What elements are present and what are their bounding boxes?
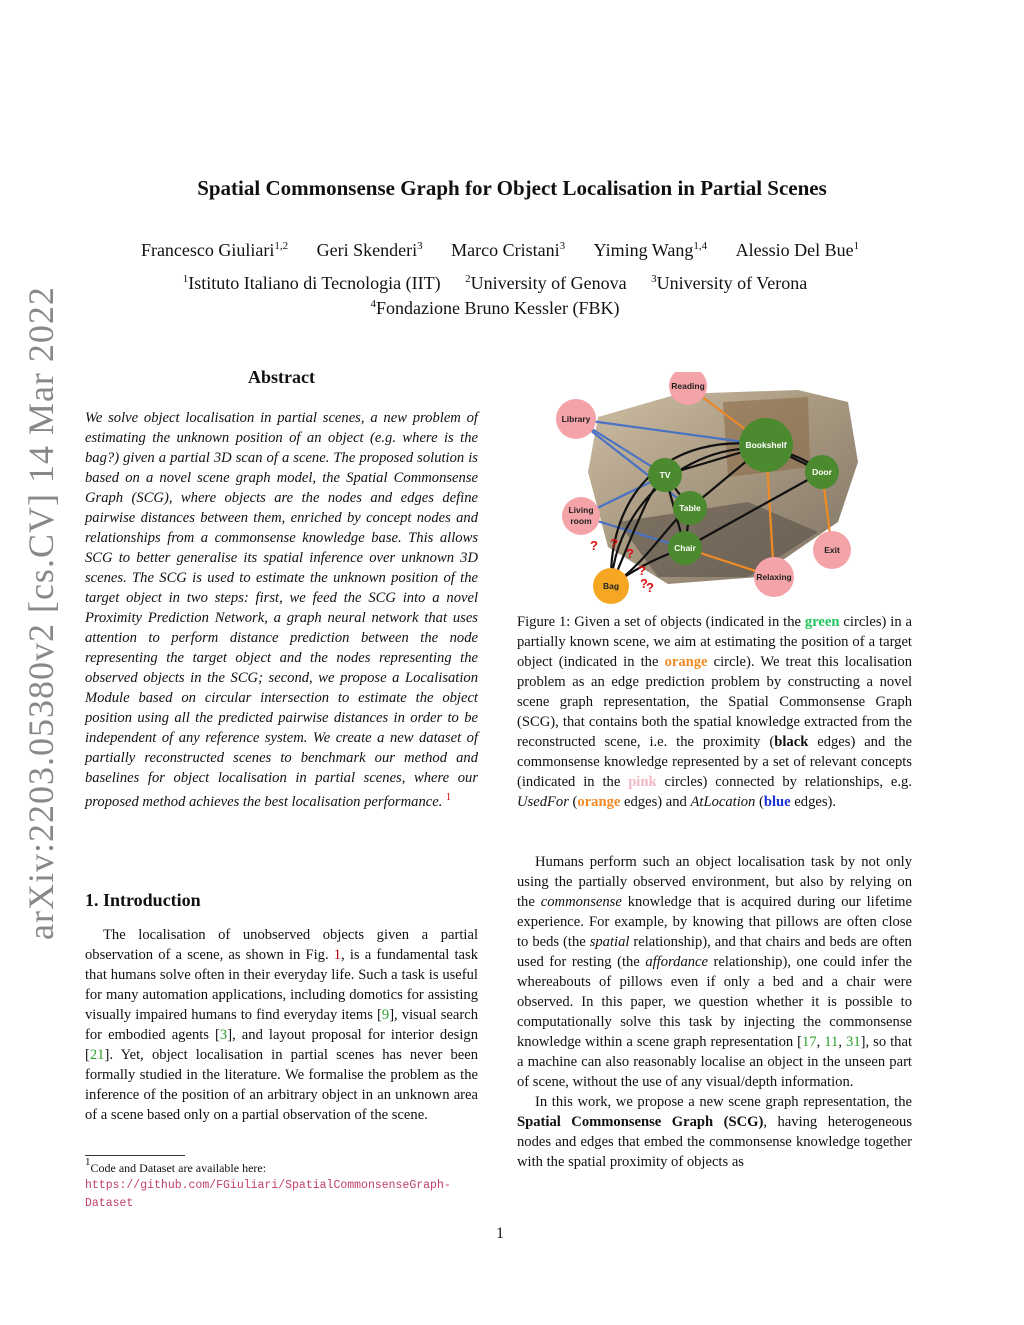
object-node-chair — [668, 531, 702, 565]
object-node-door — [805, 455, 839, 489]
footnote: $^1$Code and Dataset are available here: https://github.com/FGiuliari/SpatialCommonsenseGraph-Dataset — [85, 1156, 451, 1210]
concept-node-living-room — [562, 497, 600, 535]
author: Geri Skenderi$^3$ — [316, 240, 423, 260]
paragraph: Humans perform such an object localisation task by not only using the partially observed environment, but also by relying on the commonsense knowledge that is acquired during our lifetime experience. For example, by knowing that pillows are often close to beds (the spatial relationship), and that chairs and beds are often used for resting (the affordance relationship), one could infer the whereabouts of pillows even if only a bed and a chair were observed. In this paper, we question whether it is possible to computationally solve this task by injecting the commonsense knowledge within a scene graph representation [17, 11, 31], so that a machine can also reasonably localise an object in the unseen part of scene, without the use of any visual/depth information. — [517, 854, 913, 1090]
figure-1-caption: Figure 1: Given a set of objects (indicated in the green circles) in a partially known scene, we aim at estimating the position of a target object (indicated in the orange circle). We treat this localisation problem as an edge prediction problem by constructing a novel scene graph representation, the Spatial Commonsense Graph (SCG), that contains both the spatial knowledge extracted from the reconstructed scene, i.e. the proximity (black edges) and the commonsense knowledge represented by a set of relevant concepts (indicated in the pink circles) connected by relationships, e.g. UsedFor (orange edges) and AtLocation (blue edges). — [517, 614, 913, 810]
svg-text:room: room — [570, 516, 592, 526]
object-node-tv — [648, 458, 682, 492]
citation-link[interactable]: 3 — [219, 1027, 228, 1043]
arxiv-identifier: arXiv:2203.05380v2 [cs.CV] 14 Mar 2022 — [21, 286, 61, 940]
footnote-divider — [85, 1155, 185, 1156]
figure-1 — [548, 372, 908, 608]
affiliation: $^2$University of Genova — [465, 273, 627, 293]
question-mark: ? — [610, 536, 618, 551]
scene-graph-figure — [548, 372, 908, 608]
svg-text:TV: TV — [659, 470, 671, 480]
paper-title: Spatial Commonsense Graph for Object Localisation in Partial Scenes — [197, 176, 827, 200]
citation-link[interactable]: 21 — [89, 1047, 105, 1063]
footnote-reference[interactable]: 1 — [446, 792, 451, 803]
svg-text:Reading: Reading — [671, 381, 705, 391]
svg-text:Library: Library — [561, 414, 591, 424]
paragraph: In this work, we propose a new scene graph representation, the Spatial Commonsense Graph (SCG), having heterogeneous nodes and edges that embed the commonsense knowledge together with the spatial proximity of objects as — [517, 1094, 912, 1170]
citation-link[interactable]: 17 — [802, 1034, 817, 1050]
question-mark: ? — [590, 538, 598, 553]
target-node-bag — [593, 568, 629, 604]
svg-text:Chair: Chair — [674, 543, 696, 553]
author: Francesco Giuliari$^{1,2}$ — [140, 240, 289, 260]
abstract-heading: Abstract — [248, 367, 315, 387]
object-node-table — [673, 491, 707, 525]
affiliation: $^1$Istituto Italiano di Tecnologia (IIT) — [182, 273, 441, 293]
svg-text:Table: Table — [679, 503, 701, 513]
svg-text:Living: Living — [568, 505, 594, 515]
affiliations-line-1 — [0, 273, 990, 294]
question-mark: ? — [646, 580, 654, 595]
author: Yiming Wang$^{1,4}$ — [593, 240, 708, 260]
citation-link[interactable]: 9 — [381, 1007, 390, 1023]
citation-link[interactable]: 31 — [846, 1034, 861, 1050]
svg-text:Exit: Exit — [824, 545, 840, 555]
concept-node-library — [556, 399, 596, 439]
question-mark: ? — [640, 576, 648, 591]
affiliation: $^3$University of Verona — [651, 273, 808, 293]
question-mark: ? — [638, 563, 646, 578]
citation-link[interactable]: 11 — [824, 1034, 839, 1050]
dataset-url-link[interactable]: https://github.com/FGiuliari/SpatialCommonsenseGraph-Dataset — [85, 1179, 451, 1210]
concept-node-relaxing — [754, 557, 794, 597]
concept-node-exit — [813, 531, 851, 569]
author: Marco Cristani$^3$ — [451, 240, 566, 260]
affiliations-line-2: $^4$Fondazione Bruno Kessler (FBK) — [370, 298, 620, 318]
abstract-body: We solve object localisation in partial scenes, a new problem of estimating the unknown position of an object (e.g. where is the bag?) given a partial 3D scan of a scene. The proposed solution is based on a novel scene graph model, the Spatial Commonsense Graph (SCG), where objects are the nodes and edges define pairwise distances between them, enriched by concept nodes and relationships from a commonsense knowledge base. This allows SCG to better generalise its spatial inference over unknown 3D scenes. The SCG is used to estimate the unknown position of the target object in two steps: first, we feed the SCG into a novel Proximity Prediction Network, a graph neural network that uses attention to perform distance prediction between the node representing the target object and the nodes representing the observed objects in the SCG; second, we propose a Localisation Module based on circular intersection to estimate the object position using all the predicted pairwise distances in order to be independent of any reference system. We create a new dataset of partially reconstructed scenes to benchmark our method and baselines for object localisation in partial scenes, where our proposed method achieves the best localisation performance. $^1$ — [85, 410, 478, 810]
introduction-paragraph: The localisation of unobserved objects given a partial observation of a scene, as shown in Fig. 1, is a fundamental task that humans solve often in their everyday life. Such a task is useful for many automation applications, including domotics for assisting visually impaired humans to find everyday items [9], visual search for embodied agents [3], and layout proposal for interior design [21]. Yet, object localisation in partial scenes has never been formally studied in the literature. We formalise the problem as the inference of the position of an arbitrary object in an unknown area of a scene based only on a partial observation of the scene. — [85, 927, 479, 1123]
svg-text:Bookshelf: Bookshelf — [745, 440, 787, 450]
svg-text:Relaxing: Relaxing — [756, 572, 792, 582]
question-mark: ? — [626, 546, 634, 561]
section-heading-introduction: 1. Introduction — [85, 890, 201, 910]
svg-text:Bag: Bag — [602, 581, 620, 591]
page-number: 1 — [496, 1225, 504, 1242]
svg-text:Door: Door — [812, 467, 832, 477]
object-node-bookshelf — [739, 418, 793, 472]
figure-reference[interactable]: 1 — [333, 947, 342, 963]
author-list — [0, 240, 1000, 261]
right-column-text — [517, 852, 912, 1172]
author: Alessio Del Bue$^1$ — [735, 240, 860, 260]
